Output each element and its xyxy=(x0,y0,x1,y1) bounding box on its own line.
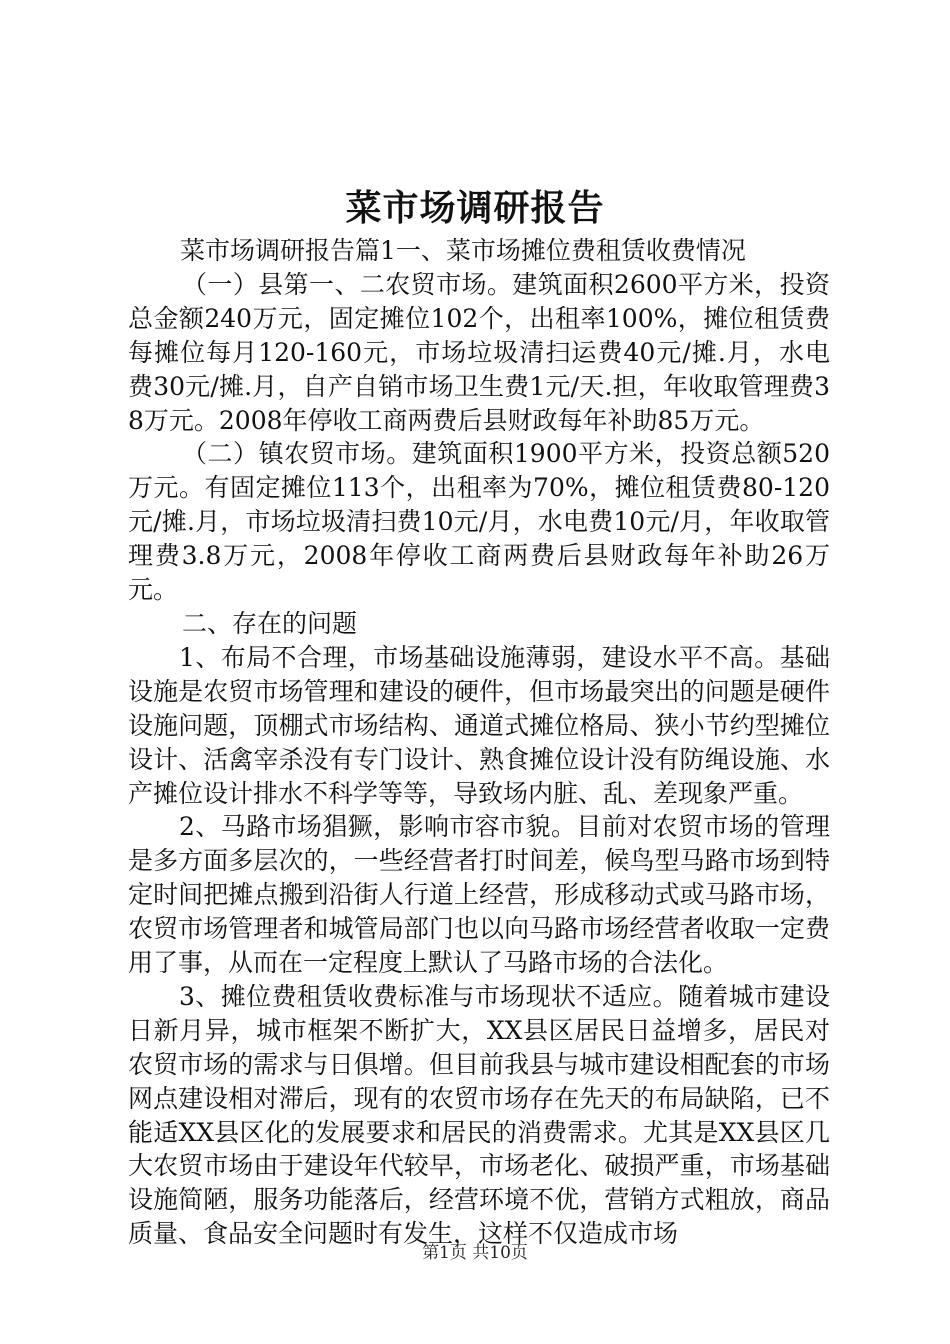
section-1-market-2-paragraph: （二）镇农贸市场。建筑面积1900平方米，投资总额520万元。有固定摊位113个，出租率为70%，摊位租赁费80-120元/摊.月，市场垃圾清扫费10元/月，水电费10元/月，年收取管理费3.8万元，2008年停收工商两费后县财政每年补助26万元。 xyxy=(128,439,830,605)
section-2-heading: 二、存在的问题 xyxy=(182,608,358,638)
problem-1-paragraph: 1、布局不合理，市场基础设施薄弱，建设水平不高。基础设施是农贸市场管理和建设的硬件，但市场最突出的问题是硬件设施问题，顶棚式市场结构、通道式摊位格局、狭小节约型摊位设计、活禽宰杀没有专门设计、熟食摊位设计没有防绳设施、水产摊位设计排水不科学等等，导致场内脏、乱、差现象严重。 xyxy=(128,642,830,808)
document-title: 菜市场调研报告 xyxy=(345,187,605,229)
problem-3-paragraph: 3、摊位费租赁收费标准与市场现状不适应。随着城市建设日新月异，城市框架不断扩大，XX县区居民日益增多，居民对农贸市场的需求与日俱增。但目前我县与城市建设相配套的市场网点建设相对滞后，现有的农贸市场存在先天的布局缺陷，已不能适XX县区化的发展要求和居民的消费需求。尤其是XX县区几大农贸市场由于建设年代较早，市场老化、破损严重，市场基础设施简陋，服务功能落后，经营环境不优，营销方式粗放，商品质量、食品安全问题时有发生，这样不仅造成市场 xyxy=(128,981,830,1249)
problem-2-paragraph: 2、马路市场猖獗，影响市容市貌。目前对农贸市场的管理是多方面多层次的，一些经营者打时间差，候鸟型马路市场到特定时间把摊点搬到沿街人行道上经营，形成移动式或马路市场，农贸市场管理者和城管局部门也以向马路市场经营者收取一定费用了事，从而在一定程度上默认了马路市场的合法化。 xyxy=(128,812,830,978)
page-number-footer: 第1页 共10页 xyxy=(422,1243,528,1263)
section-1-market-1-paragraph: （一）县第一、二农贸市场。建筑面积2600平方米，投资总金额240万元，固定摊位102个，出租率100%，摊位租赁费每摊位每月120-160元，市场垃圾清扫运费40元/摊.月，水电费30元/摊.月，自产自销市场卫生费1元/天.担，年收取管理费38万元。2008年停收工商两费后县财政每年补助85万元。 xyxy=(128,269,830,435)
intro-paragraph: 菜市场调研报告篇1一、菜市场摊位费租赁收费情况 xyxy=(180,236,746,265)
document-body xyxy=(128,234,830,1251)
